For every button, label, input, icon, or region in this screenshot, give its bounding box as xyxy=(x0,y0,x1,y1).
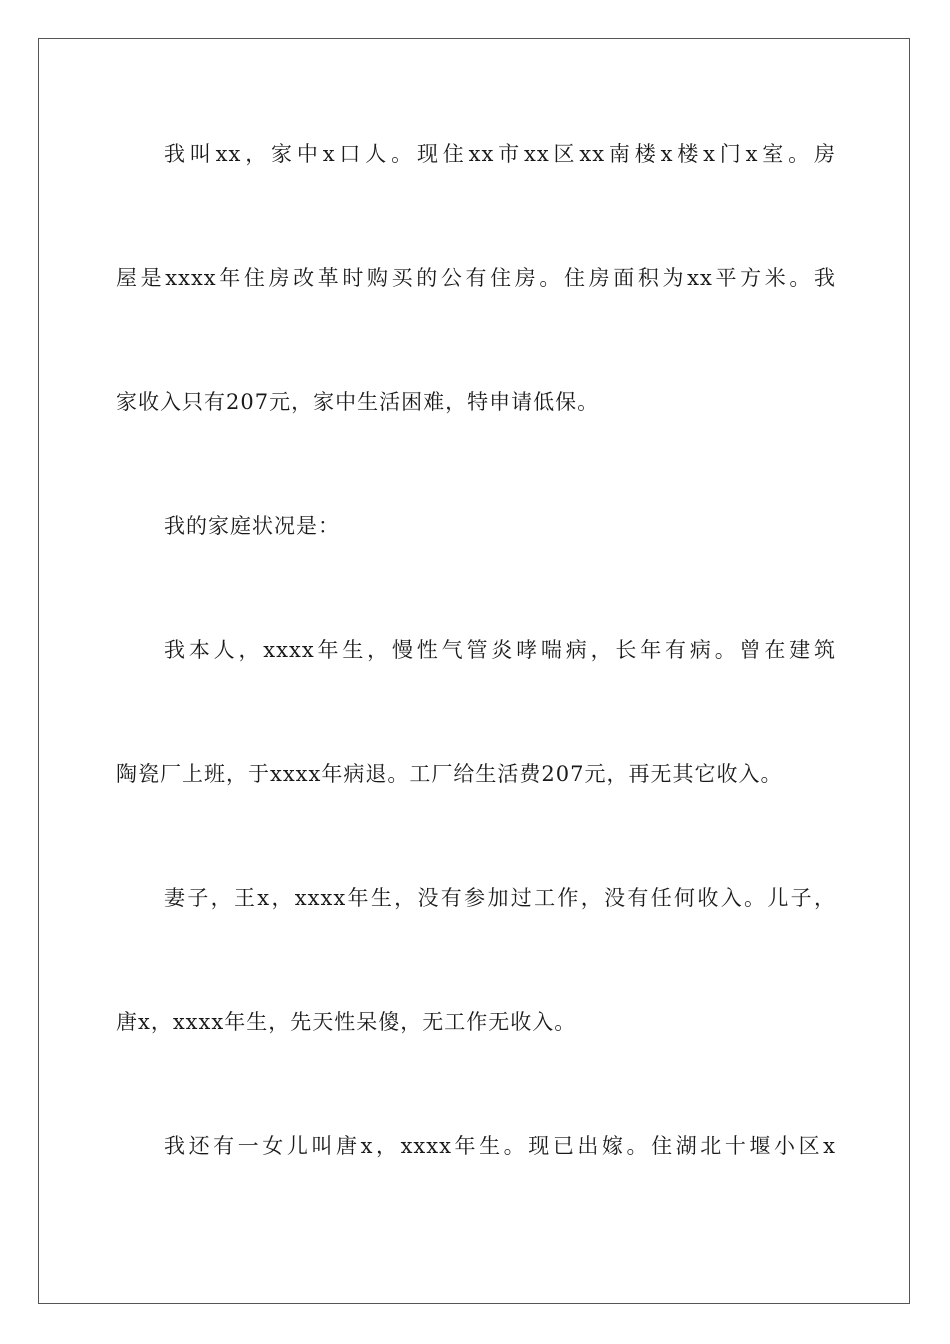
text-line: 唐x，xxxx年生，先天性呆傻，无工作无收入。 xyxy=(116,1010,577,1034)
text-line: 陶瓷厂上班，于xxxx年病退。工厂给生活费207元，再无其它收入。 xyxy=(116,762,783,786)
text-line: 家收入只有207元，家中生活困难，特申请低保。 xyxy=(116,390,600,414)
text-line: 妻子，王x，xxxx年生，没有参加过工作，没有任何收入。儿子， xyxy=(164,886,836,910)
paragraph-wife-son xyxy=(116,836,836,1084)
text-line: 我叫xx，家中x口人。现住xx市xx区xx南楼x楼x门x室。房 xyxy=(164,142,836,166)
paragraph-daughter xyxy=(116,1084,836,1208)
text-line: 我本人，xxxx年生，慢性气管炎哮喘病，长年有病。曾在建筑 xyxy=(164,638,836,662)
paragraph-family-heading xyxy=(116,464,836,588)
paragraph-intro xyxy=(116,92,836,464)
text-line: 我的家庭状况是： xyxy=(164,514,340,538)
text-line: 屋是xxxx年住房改革时购买的公有住房。住房面积为xx平方米。我 xyxy=(116,266,836,290)
paragraph-self xyxy=(116,588,836,836)
text-line: 我还有一女儿叫唐x，xxxx年生。现已出嫁。住湖北十堰小区x xyxy=(164,1134,836,1158)
